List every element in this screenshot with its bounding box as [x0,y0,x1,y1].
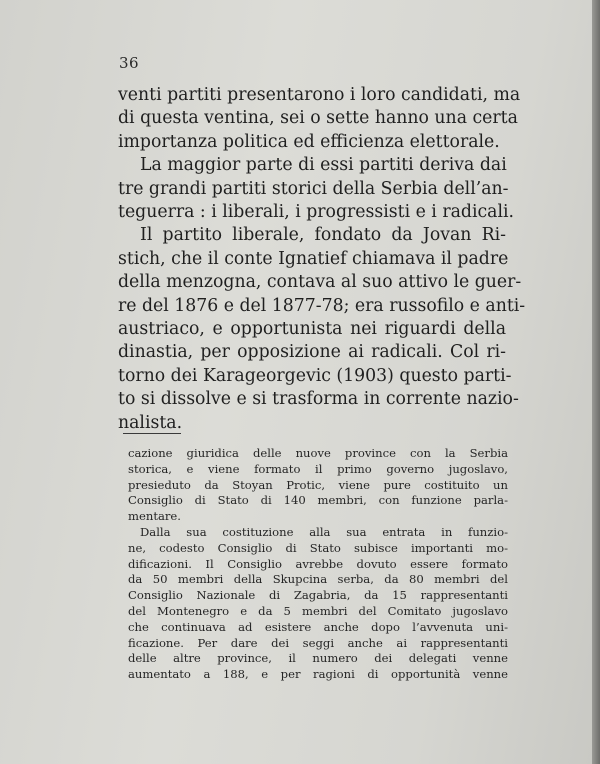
footnote-line: Consiglio di Stato di 140 membri, con funzione parla- [128,493,508,508]
page-edge-shadow [592,0,600,764]
text-line: nalista. [118,412,183,433]
footnote-line: storica, e viene formato il primo governo jugoslavo, [128,461,508,476]
footnote-line: cazione giuridica delle nuove province con la Serbia [128,446,508,460]
text-line: La maggior parte di essi partiti deriva dai [140,155,507,176]
page-number: 36 [119,54,140,72]
footnote-line: che continuava ad esistere anche dopo l’avvenuta uni- [128,619,508,634]
footnote-line: presieduto da Stoyan Protic, viene pure costituito un [128,477,508,492]
footnote-line: da 50 membri della Skupcina serba, da 80 membri del [128,572,508,587]
main-text [118,84,526,435]
footnote-line: del Montenegro e da 5 membri del Comitato jugoslavo [128,603,508,618]
text-line: della menzogna, contava al suo attivo le guer- [118,272,522,293]
text-line: importanza politica ed efficienza elettorale. [118,131,500,152]
footnote-block [128,446,508,683]
footnote-line: dificazioni. Il Consiglio avrebbe dovuto essere formato [128,556,508,571]
text-line: to si dissolve e si trasforma in corrente nazio- [118,389,519,410]
text-line: Il partito liberale, fondato da Jovan Ri- [140,225,506,246]
footnote-line: ficazione. Per dare dei seggi anche ai rappresentanti [128,635,508,650]
text-line: torno dei Karageorgevic (1903) questo parti- [118,365,512,386]
text-line: stich, che il conte Ignatief chiamava il padre [118,248,509,269]
footnote-line: delle altre province, il numero dei delegati venne [128,651,508,666]
text-line: venti partiti presentarono i loro candidati, ma [118,85,521,105]
text-line: di questa ventina, sei o sette hanno una certa [118,108,518,129]
footnote-line: Consiglio Nazionale di Zagabria, da 15 rappresentanti [128,588,508,603]
footnote-line: mentare. [128,509,181,524]
footnote-line: ne, codesto Consiglio di Stato subisce importanti mo- [128,540,508,555]
text-line: teguerra : i liberali, i progressisti e i radicali. [118,202,515,223]
text-line: austriaco, e opportunista nei riguardi della [118,319,506,340]
footnote-separator [123,433,181,434]
text-line: re del 1876 e del 1877-78; era russofilo e anti- [118,295,526,316]
text-line: tre grandi partiti storici della Serbia dell’an- [118,178,509,199]
footnote-line: Dalla sua costituzione alla sua entrata in funzio- [140,524,508,539]
footnote-line: aumentato a 188, e per ragioni di opportunità venne [128,667,508,682]
text-line: dinastia, per opposizione ai radicali. Col ri- [118,342,506,363]
